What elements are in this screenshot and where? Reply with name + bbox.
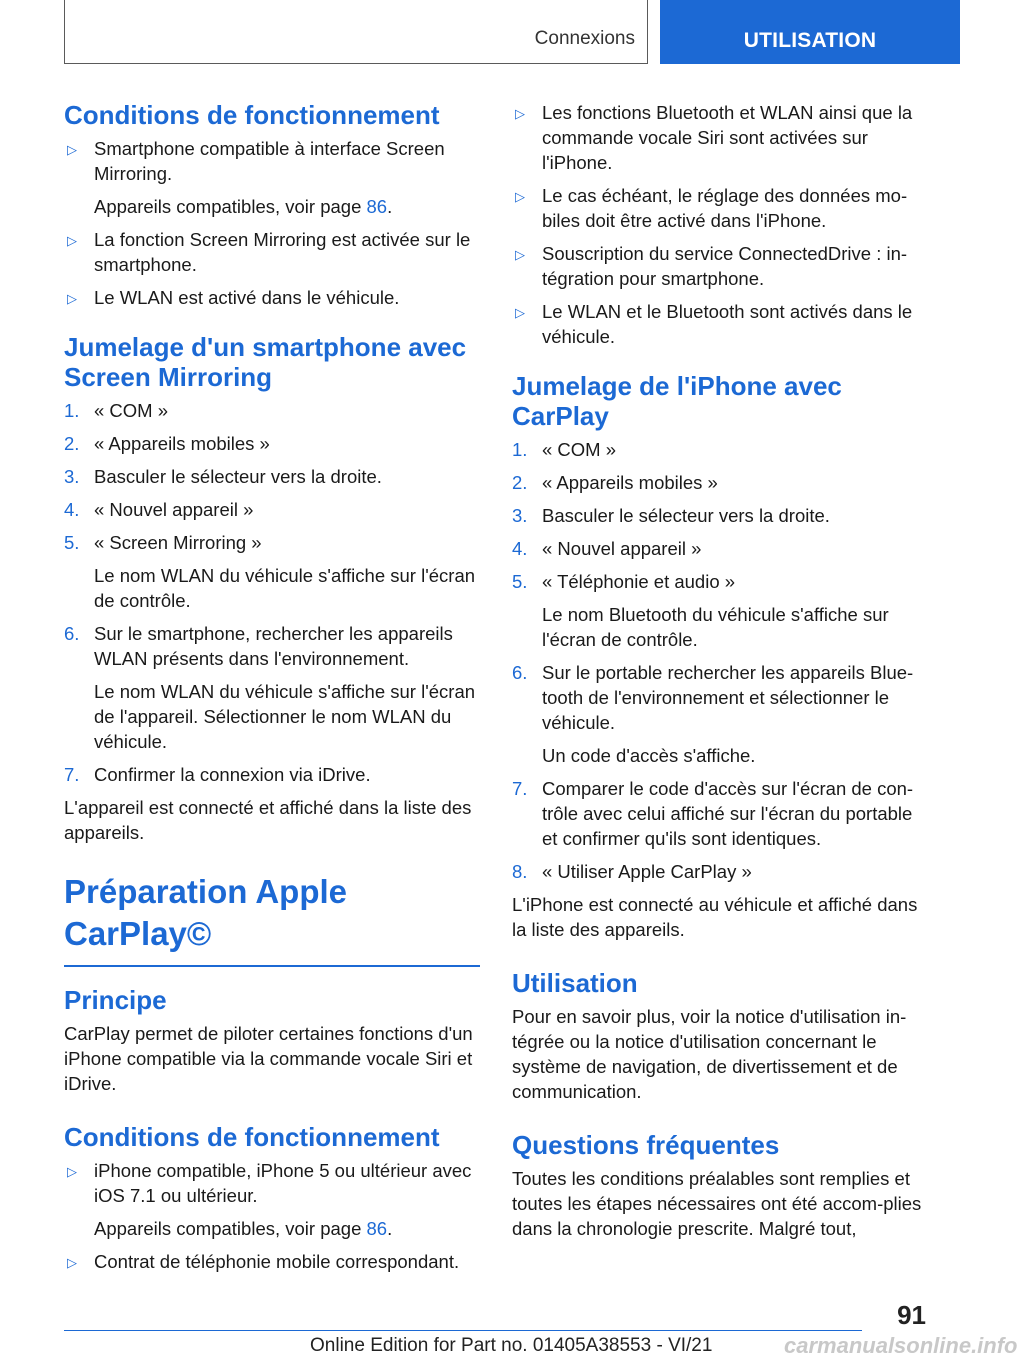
item-text: « Screen Mirroring » [94, 532, 262, 553]
step-item [512, 859, 930, 884]
step-number: 2. [512, 472, 528, 493]
step-item [512, 437, 930, 462]
item-text: Le cas échéant, le réglage des données mo-biles doit être activé dans l'iPhone. [542, 185, 908, 231]
step-number: 3. [64, 466, 80, 487]
page-link[interactable]: 86 [366, 196, 388, 217]
step-item [512, 470, 930, 495]
ref-text: Appareils compatibles, voir page [94, 1217, 367, 1239]
heading-pairing-iphone: Jumelage de l'iPhone avec CarPlay [512, 371, 842, 431]
principe-text: CarPlay permet de piloter certaines fonctions d'un iPhone compatible via la commande vocale Siri et iDrive. [64, 1022, 473, 1094]
item-text: Comparer le code d'accès sur l'écran de con-trôle avec celui affiché sur l'écran du portable et confirmer qu'ils sont identiques. [542, 778, 914, 849]
bullet-item [64, 1158, 482, 1208]
step-number: 6. [512, 662, 528, 683]
ref-suffix: . [387, 196, 393, 217]
bullet-item [64, 136, 482, 186]
section-rule [64, 965, 480, 967]
conditions-list-2 [64, 1158, 482, 1274]
pairing-steps-1 [64, 398, 482, 787]
section-title: Connexions [534, 28, 635, 49]
footer-rule [64, 1330, 862, 1331]
right-column [512, 100, 930, 1253]
ref-text: Appareils compatibles, voir page [94, 196, 367, 217]
step-number: 5. [512, 571, 528, 592]
heading-preparation-carplay: Préparation Apple CarPlay© [64, 873, 347, 952]
triangle-bullet-icon: ▷ [67, 1254, 77, 1270]
heading-conditions-1: Conditions de fonctionnement [64, 100, 440, 130]
step-item [64, 398, 482, 423]
step-number: 5. [64, 532, 80, 553]
item-subtext: Le nom WLAN du véhicule s'affiche sur l'écran de contrôle. [94, 565, 476, 611]
item-subtext: Un code d'accès s'affiche. [542, 745, 756, 766]
item-text: iPhone compatible, iPhone 5 ou ultérieur avec iOS 7.1 ou ultérieur. [94, 1159, 472, 1206]
triangle-bullet-icon: ▷ [515, 305, 525, 320]
item-text: « Appareils mobiles » [94, 433, 270, 454]
step-item [64, 621, 482, 671]
page-link[interactable]: 86 [366, 1217, 388, 1239]
item-text: Le WLAN est activé dans le véhicule. [94, 287, 400, 308]
item-text: Contrat de téléphonie mobile correspondant. [94, 1250, 460, 1272]
conditions-list-2-continued [512, 100, 930, 349]
item-text: Confirmer la connexion via iDrive. [94, 764, 371, 785]
item-text: « Utiliser Apple CarPlay » [542, 861, 752, 882]
item-text: Basculer le sélecteur vers la droite. [542, 505, 830, 526]
triangle-bullet-icon: ▷ [67, 142, 77, 157]
triangle-bullet-icon: ▷ [515, 189, 525, 204]
item-text: Sur le smartphone, rechercher les appareils WLAN présents dans l'environnement. [94, 623, 453, 669]
item-text: « Nouvel appareil » [94, 499, 254, 520]
ref-suffix: . [387, 1217, 393, 1239]
bullet-item [64, 227, 482, 277]
item-text: « Nouvel appareil » [542, 538, 702, 559]
triangle-bullet-icon: ▷ [67, 291, 77, 306]
pairing-result-1: L'appareil est connecté et affiché dans la liste des appareils. [64, 797, 472, 843]
footer-edition: Online Edition for Part no. 01405A38553 - VI/21 [310, 1335, 713, 1356]
step-number: 1. [512, 439, 528, 460]
item-text: « COM » [542, 439, 617, 460]
step-item [512, 536, 930, 561]
triangle-bullet-icon: ▷ [67, 233, 77, 248]
step-item [512, 569, 930, 594]
heading-utilisation: Utilisation [512, 968, 638, 998]
item-text: « COM » [94, 400, 169, 421]
pairing-steps-2 [512, 437, 930, 884]
step-number: 3. [512, 505, 528, 526]
step-number: 7. [512, 778, 528, 799]
item-text: Souscription du service ConnectedDrive : in-tégration pour smartphone. [542, 243, 908, 289]
step-item [64, 431, 482, 456]
bullet-item [512, 241, 930, 291]
heading-principe: Principe [64, 984, 167, 1015]
step-item [64, 497, 482, 522]
bullet-item [64, 285, 482, 310]
bullet-item [512, 299, 930, 349]
bullet-item [64, 1249, 482, 1274]
heading-questions: Questions fréquentes [512, 1130, 780, 1160]
item-text: « Téléphonie et audio » [542, 571, 736, 592]
item-text: Le WLAN et le Bluetooth sont activés dans le véhicule. [542, 301, 913, 347]
step-item [512, 776, 930, 851]
chapter-tab: UTILISATION [660, 0, 960, 64]
step-item [64, 464, 482, 489]
utilisation-text: Pour en savoir plus, voir la notice d'utilisation in-tégrée ou la notice d'utilisation concernant le système de navigation, de divertissement et de communication. [512, 1006, 907, 1102]
step-item [64, 530, 482, 555]
item-text: Smartphone compatible à interface Screen Mirroring. [94, 138, 445, 184]
step-item [64, 762, 482, 787]
item-text: La fonction Screen Mirroring est activée sur le smartphone. [94, 229, 471, 275]
step-item [512, 503, 930, 528]
heading-pairing-screen-mirroring: Jumelage d'un smartphone avec Screen Mirroring [64, 332, 467, 392]
compatible-devices-ref [64, 194, 482, 219]
item-text: « Appareils mobiles » [542, 472, 718, 493]
triangle-bullet-icon: ▷ [515, 247, 525, 262]
compatible-devices-ref [64, 1216, 482, 1241]
step-number: 4. [64, 499, 80, 520]
step-number: 8. [512, 861, 528, 882]
step-number: 4. [512, 538, 528, 559]
triangle-bullet-icon: ▷ [67, 1163, 77, 1179]
left-column [64, 100, 482, 1282]
questions-text: Toutes les conditions préalables sont remplies et toutes les étapes nécessaires ont été accom-plies dans la chronologie prescrite. Malgré tout, [512, 1168, 922, 1239]
item-text: Basculer le sélecteur vers la droite. [94, 466, 382, 487]
bullet-item [512, 183, 930, 233]
pairing-result-2: L'iPhone est connecté au véhicule et affiché dans la liste des appareils. [512, 894, 918, 940]
step-number: 6. [64, 623, 80, 644]
heading-conditions-2: Conditions de fonctionnement [64, 1121, 440, 1152]
step-number: 2. [64, 433, 80, 454]
item-subtext: Le nom WLAN du véhicule s'affiche sur l'écran de l'appareil. Sélectionner le nom WLAN du véhicule. [94, 681, 476, 752]
step-number: 7. [64, 764, 80, 785]
step-item [512, 660, 930, 735]
page-number: 91 [897, 1300, 926, 1330]
bullet-item [512, 100, 930, 175]
item-text: Sur le portable rechercher les appareils Blue-tooth de l'environnement et sélectionner le véhicule. [542, 662, 914, 733]
watermark: carmanualsonline.info [784, 1333, 1018, 1358]
item-subtext: Le nom Bluetooth du véhicule s'affiche sur l'écran de contrôle. [542, 604, 889, 650]
step-number: 1. [64, 400, 80, 421]
item-text: Les fonctions Bluetooth et WLAN ainsi que la commande vocale Siri sont activées sur l'iPhone. [542, 102, 913, 173]
conditions-list-1 [64, 136, 482, 310]
triangle-bullet-icon: ▷ [515, 106, 525, 121]
